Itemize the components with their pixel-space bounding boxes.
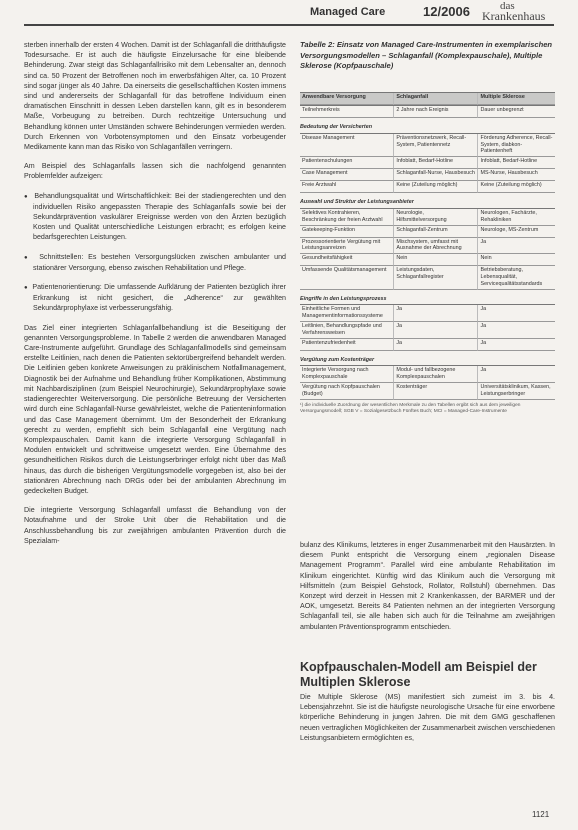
table-cell: Ja [394,322,478,339]
logo-line-1: das [500,0,515,12]
table-cell: Patientenschulungen [300,157,394,169]
left-column [24,40,286,555]
table-cell: Ja [478,366,555,383]
table-cell: Ja [478,339,555,351]
section-subheading: Kopfpauschalen-Modell am Beispiel der Multiplen Sklerose [300,660,537,689]
table-header-cell: Anwendbare Versorgung [300,93,394,105]
table-cell: Vergütung nach Kopfpauschalen (Budget) [300,383,394,400]
table-row [300,105,555,118]
table-cell: Teilnehmerkreis [300,106,394,118]
table-cell: Case Management [300,169,394,181]
table-cell: MS-Nurse, Hausbesuch [478,169,555,181]
header-issue: 12/2006 [423,4,470,19]
table-cell: Gesundheitsfähigkeit [300,254,394,266]
table-section-rows [300,365,555,399]
table-section-title: Auswahl und Struktur der Leistungsanbieter [300,199,414,206]
table-cell: Keine (Zuteilung möglich) [478,181,555,193]
table-cell: Ja [478,238,555,255]
table-cell: Ja [394,339,478,351]
header-rule [24,24,554,26]
paragraph: Am Beispiel des Schlaganfalls lassen sich die nachfolgend genannten Problemfelder aufzeigen: [24,162,286,181]
table-cell: Mischsystem, umfasst mit Ausnahme der Abrechnung [394,238,478,255]
table-section-title: Vergütung zum Kostenträger [300,356,375,363]
table-header-cell: Multiple Sklerose [478,93,555,105]
right-column-text-continued [300,692,555,752]
page-number: 1121 [532,810,550,819]
table-cell: Freie Arztwahl [300,181,394,193]
table-cell: Kostenträger [394,383,478,400]
right-column-text [300,540,555,641]
table-section-rows [300,304,555,350]
table-cell: Keine (Zuteilung möglich) [394,181,478,193]
bullet-item: ● Behandlungsqualität und Wirtschaftlichkeit: Bei der stadiengerechten und den individuellen Risiko angepassten Therapie des Schlaganfalls sowie bei der Sekundärprävention vaskulärer Ereignisse werden von den Ärzten bezüglich Kosten und Qualität unterschiedliche Leistungen erbracht; es erfolgen keine bedarfsgerechten Leistungen. [24,191,286,243]
table-cell: Prozessorientierte Vergütung mit Leistungsanreizen [300,238,394,255]
table-cell: Betriebsberatung, Lebensqualität, Servicequalitätsstandards [478,266,555,289]
bullet-item: ● Patientenorientierung: Die umfassende Aufklärung der Patienten bezüglich ihrer Erkrankung ist nicht gesichert, die „Adherence“ zur gewählten Sekundärprophylaxe ist verbesserungsfähig. [24,282,286,314]
table-cell: Modul- und fallbezogene Komplexpauschalen [394,366,478,383]
table-cell: Schlaganfall-Zentrum [394,226,478,238]
table-cell: Ja [478,322,555,339]
table-cell: Neurologie, Hilfsmittelversorgung [394,209,478,226]
table-cell: Umfassende Qualitätsmanagement [300,266,394,289]
paragraph: Die Multiple Sklerose (MS) manifestiert sich zumeist im 3. bis 4. Lebensjahrzehnt. Sie ist die häufigste neurologische Ursache für eine erworbene körperliche Behinderung in jungen Jahren. Die mit dem GMG geschaffenen neuen vertraglichen Möglichkeiten der Zusammenarbeit zwischen verschiedenen Leistungsanbietern ermöglichten es, [300,693,555,742]
table-cell: Leistungsdaten, Schlaganfallregister [394,266,478,289]
journal-logo [482,1,562,21]
table-cell: Nein [478,254,555,266]
table-section-title: Bedeutung der Versicherten [300,124,372,130]
table-cell: Patientenzufriedenheit [300,339,394,351]
table-cell: Selektives Kontrahieren, Beschränkung der freien Arztwahl [300,209,394,226]
table-cell: Nein [394,254,478,266]
table-header-cell: Schlaganfall [394,93,478,105]
table-cell: Ja [394,305,478,322]
bullet-item: ● Schnittstellen: Es bestehen Versorgungslücken zwischen ambulanter und stationärer Versorgung, ebenso zwischen Rehabilitation und Pflege. [24,252,286,273]
table-2 [300,92,555,415]
table-cell: Dauer unbegrenzt [478,106,555,118]
table-cell: Gatekeeping-Funktion [300,226,394,238]
table-cell: Integrierte Versorgung nach Komplexpauschale [300,366,394,383]
paragraph: sterben innerhalb der ersten 4 Wochen. Damit ist der Schlaganfall die dritthäufigste Todesursache. Er ist auch die häufigste Einzelursache für eine bleibende Behinderung. Zwar steigt das Schlaganfallrisiko mit dem Lebensalter an, dennoch sind ca. 50 Prozent der Betroffenen noch im erwerbsfähigen Alter, ca. 10 Prozent sind sogar jünger als 40 Jahre. Da einerseits die gesellschaftlichen Kosten immens sind und andererseits der Schlaganfall für das betroffene Individuum einen dramatischen Einschnitt in dessen Leben darstellen kann, gilt es in besonderem Maße, Vorbeugung zu betreiben. Durch rechtzeitige Untersuchung und Behandlung können unter Umständen schwere Behinderungen vermieden werden. Durch Erkennen von Vorbotensymptomen und den Einsatz vorbeugender Medikamente kann man das Risiko von Schlaganfällen verringern. [24,41,286,152]
table-cell: Schlaganfall-Nurse, Hausbesuch [394,169,478,181]
table-header-row [300,92,555,105]
paragraph: Das Ziel einer integrierten Schlaganfallbehandlung ist die Beseitigung der genannten Versorgungsprobleme. In Tabelle 2 werden die anwendbaren Managed Care-Instrumente aufgeführt. Grundlage des Schlaganfallmodells sind gemeinsam erstellte Leitlinien, nach denen die Patienten sektorübergreifend behandelt werden. Die Leitlinien geben konkrete Anweisungen zu präklinischem Notfallmanagement, Diagnostik bei der Aufnahme und Behandlung früher Komplikationen, Abstimmung mit Nachbardisziplinen (zum Beispiel Neurochirurgie), Sekundärprophylaxe sowie stadiengerechter Weiterversorgung. Die persönliche Betreuung der Versicherten wird durch eine Schlaganfall-Nurse gewährleistet, welche die Patienteninformation und das Case Management übernimmt. Um der Besonderheit der Erkrankung gerecht zu werden, empfiehlt sich beim Schlaganfall eine Vergütung nach Komplexpauschalen. Damit kann die integrierte Versorgung Schlaganfall in Modulen entwickelt und schrittweise umgesetzt werden. Eine Übernahme des gesundheitlichen Risikos durch die Leistungserbringer erfolgt nicht über das Maß hinaus, das durch die bisherigen Vergütungsmodelle vorgegeben ist, also bei der stationären Abrechnung nach DRGs oder bei der ambulanten Abrechnung im gedeckelten Budget. [24,323,286,495]
table-caption: Tabelle 2: Einsatz von Managed Care-Instrumenten in exemplarischen Versorgungsmodellen – Schlaganfall (Komplexpauschale), Multiple Sklerose (Kopfpauschale) [300,40,553,70]
table-cell: Präventionsnetzwerk, Recall-System, Patientennetz [394,134,478,157]
paragraph: bulanz des Klinikums, letzteres in enger Zusammenarbeit mit den Hausärzten. In diesem Punkt entspricht die Versorgung einem „regionalen Disease Management Programm“. Parallel wird eine ambulante Rehabilitation im Klinikum eingerichtet. Künftig wird das Klinikum auch die Versorgung mit Hilfsmitteln (zum Beispiel Gehstock, Rollator, Rollstuhl) übernehmen. Das Konzept wird derzeit in Hessen mit 2 Krankenkassen, der BARMER und der AOK, umgesetzt. Bereits 84 Patienten nehmen an der integrierten Versorgung Schlaganfall teil, sie alle haben sich auch für die Teilnahme am zweijährigen ambulanten Präventionsprogramm entschieden. [300,541,555,631]
table-cell: Leitlinien, Behandlungspfade und Verfahrensweisen [300,322,394,339]
paragraph: Die integrierte Versorgung Schlaganfall umfasst die Behandlung von der Notaufnahme und der Stroke Unit über die Rehabilitation und die Anschlussbehandlung bis zur zweijährigen ambulanten Prävention durch die Spezialam- [24,506,286,545]
table-cell: Ja [478,305,555,322]
table-cell: Neurologe, MS-Zentrum [478,226,555,238]
table-cell: Universitätsklinikum, Kassen, Leistungserbringer [478,383,555,400]
table-cell: Infoblatt, Bedarf-Hotline [478,157,555,169]
table-section-title: Eingriffe in den Leistungsprozess [300,295,387,302]
table-footnote: ¹) die individuelle Zuordnung der wesentlichen Merkmale zu den Tabellen ergibt sich aus dem jeweiligen Versorgungsmodell; SGB V = Sozialgesetzbuch Fünftes Buch; MCI = Managed-Care-Instrumente [300,402,521,414]
header-section-title: Managed Care [310,6,386,18]
table-section-rows [300,208,555,290]
table-cell: Neurologen, Fachärzte, Rehakliniken [478,209,555,226]
table-cell: Infoblatt, Bedarf-Hotline [394,157,478,169]
table-cell: Einheitliche Formen und Managementinformationssysteme [300,305,394,322]
table-cell: 2 Jahre nach Ereignis [394,106,478,118]
table-cell: Förderung Adherence, Recall-System, diabkon-Patientenheft [478,134,555,157]
table-section-rows [300,133,555,193]
table-cell: Disease Management [300,134,394,157]
logo-line-2: Krankenhaus [482,9,546,23]
